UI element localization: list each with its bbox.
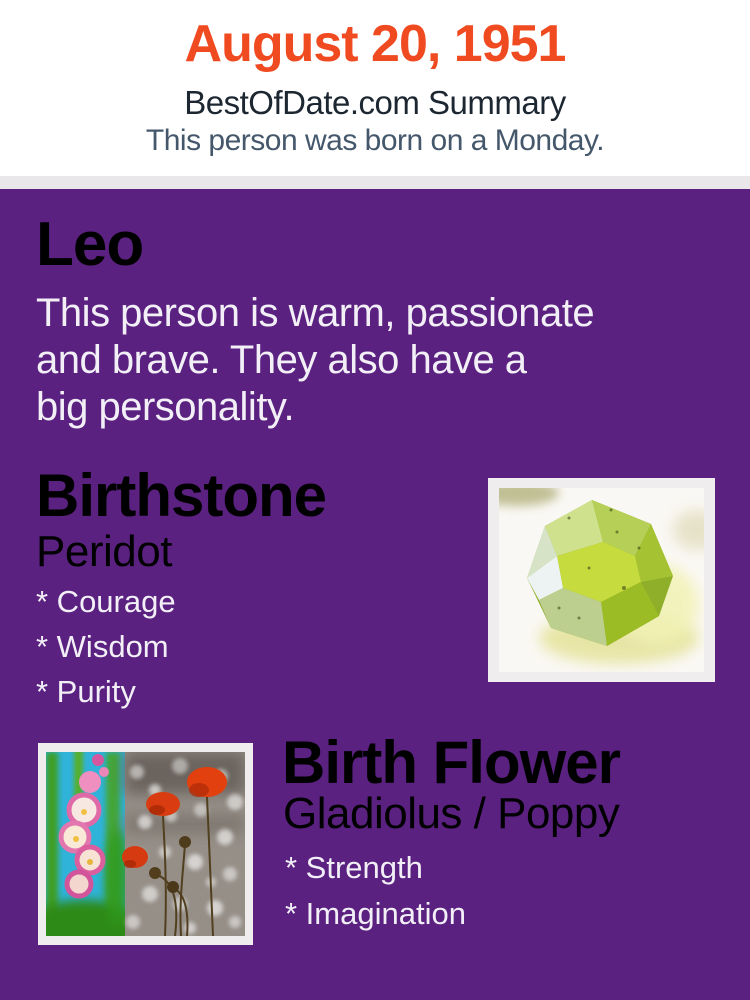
birth-flower-title: Birth Flower — [282, 729, 621, 796]
peridot-gem-illustration — [499, 488, 704, 672]
zodiac-description — [36, 290, 594, 431]
birthstone-name: Peridot — [36, 527, 172, 576]
gladiolus-poppy-illustration — [46, 752, 245, 936]
born-day-line: This person was born on a Monday. — [145, 124, 605, 157]
page-title-date: August 20, 1951 — [184, 15, 566, 73]
zodiac-description-line: big personality. — [36, 385, 295, 429]
zodiac-description-line: and brave. They also have a — [36, 338, 527, 382]
birth-flower-photo — [38, 743, 253, 945]
birthstone-photo — [488, 478, 715, 682]
birth-flower-name: Gladiolus / Poppy — [283, 789, 620, 838]
birthstone-title: Birthstone — [36, 462, 326, 529]
zodiac-description-line: This person is warm, passionate — [36, 291, 595, 335]
trait-item: * Courage — [36, 584, 176, 619]
trait-item: * Strength — [285, 850, 423, 885]
divider-bar — [0, 176, 750, 189]
zodiac-title: Leo — [36, 210, 144, 279]
site-summary: BestOfDate.com Summary — [184, 84, 566, 121]
trait-item: * Purity — [36, 674, 136, 709]
trait-item: * Wisdom — [36, 629, 169, 664]
trait-item: * Imagination — [285, 896, 466, 931]
